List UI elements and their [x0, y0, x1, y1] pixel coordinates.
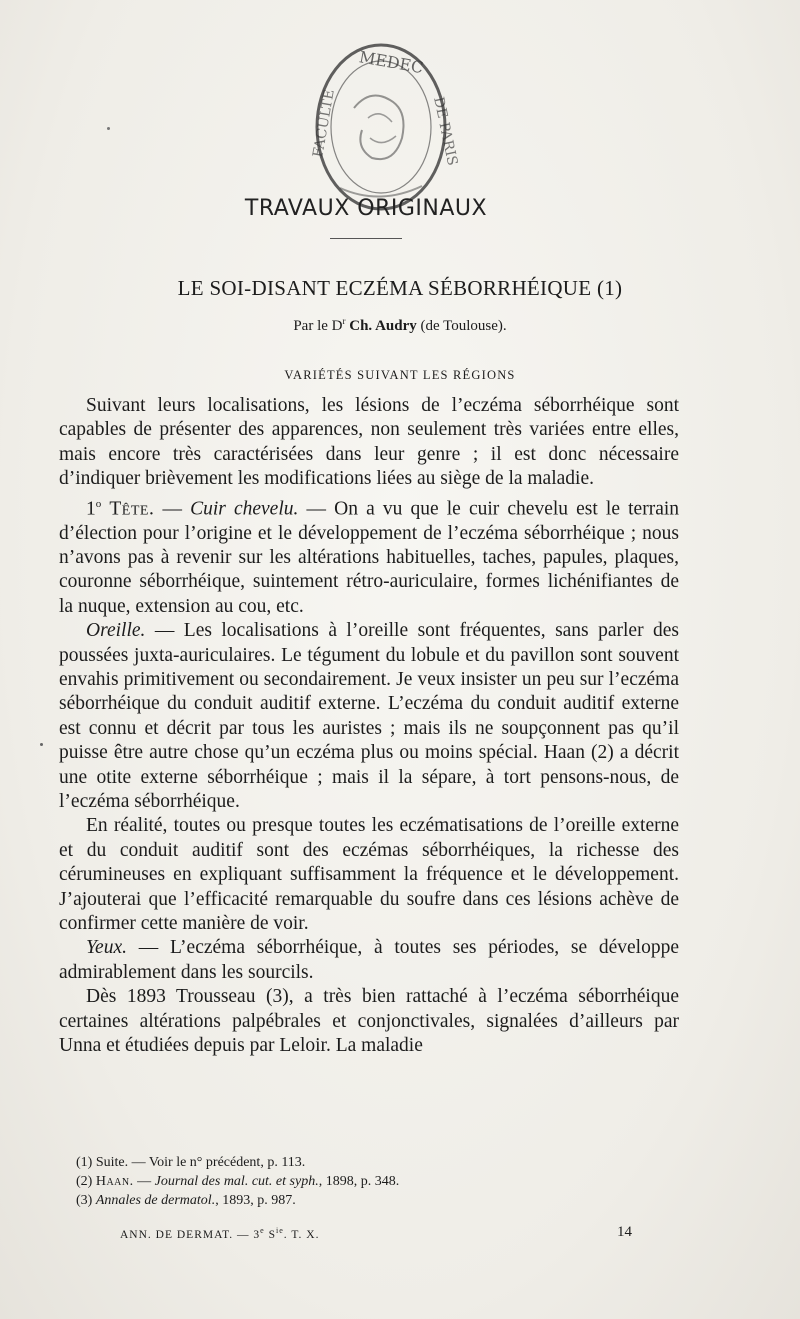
running-footer: ANN. DE DERMAT. — 3e $S^{ie}$. T. X.: [120, 1226, 320, 1241]
author-name: Ch. Audry: [349, 318, 417, 334]
ink-speck: [40, 743, 43, 746]
svg-text:FACULTE: FACULTE: [310, 88, 338, 159]
library-stamp-icon: [310, 38, 461, 216]
paragraph: En réalité, toutes ou presque toutes les eczématisations de l’oreille externe et du conduit auditif sont des eczémas séborrhéiques, la richesse des cérumineuses en expliquant suffisamment la fréquence et le développement. J’ajouterai que l’efficacité remarquable du soufre dans ces lésions achève de confirmer cette manière de voir.: [59, 815, 679, 935]
journal-section-header: TRAVAUX ORIGINAUX: [244, 196, 488, 221]
svg-text:MEDEC: MEDEC: [357, 47, 425, 78]
footnote: (1) Suite. — Voir le n° précédent, p. 113.: [76, 1155, 306, 1170]
article-title: LE SOI-DISANT ECZÉMA SÉBORRHÉIQUE (1): [177, 276, 623, 300]
header-rule: [330, 238, 402, 239]
svg-text:DE PARIS: DE PARIS: [430, 95, 461, 168]
footnote: (2) Haan. — Journal des mal. cut. et syph., 1898, p. 348.: [76, 1174, 400, 1189]
byline: Par le $D^r$ Ch. Audry (de Toulouse).: [293, 316, 507, 334]
ink-speck: [107, 127, 110, 130]
section-heading: VARIÉTÉS SUIVANT LES RÉGIONS: [284, 368, 516, 382]
page-number: 14: [617, 1224, 632, 1240]
paragraph: Dès 1893 Trousseau (3), a très bien rattaché à l’eczéma séborrhéique certaines altérations palpébrales et conjonctivales, signalées d’ailleurs par Unna et étudiées depuis par Leloir. La maladie: [59, 986, 679, 1057]
footnote: (3) Annales de dermatol., 1893, p. 987.: [76, 1193, 296, 1208]
footnotes: [76, 1153, 636, 1210]
paragraph: Yeux. — L’eczéma séborrhéique, à toutes ses périodes, se développe admirablement dans les sourcils.: [59, 937, 679, 983]
paragraph: 1$^o$ Tête. — Cuir chevelu. — On a vu que le cuir chevelu est le terrain d’élection pour l’origine et le développement de l’eczéma séborrhéique ; nous n’avons pas à revenir sur les altérations habituelles, taches, papules, plaques, couronne séborrhéique, suintement rétro-auriculaire, formes lichénifiantes de la nuque, extension au cou, etc.: [59, 497, 680, 617]
article-body: [59, 394, 679, 1058]
paragraph: Suivant leurs localisations, les lésions de l’eczéma séborrhéique sont capables de présenter des apparences, non seulement très variées entre elles, mais encore très caractérisées dans leur genre ; il est donc nécessaire d’indiquer brièvement les modifications liées au siège de la maladie.: [59, 395, 679, 490]
paragraph: Oreille. — Les localisations à l’oreille sont fréquentes, sans parler des poussées juxta-auriculaires. Le tégument du lobule et du pavillon sont souvent envahis primitivement ou secondairement. Je veux insister un peu sur l’eczéma séborrhéique du conduit auditif externe. L’eczéma du conduit auditif externe est connu et décrit par tous les auristes ; mais ils ne soupçonnent pas qu’il puisse être autre chose qu’un eczéma plus ou moins spécial. Haan (2) a décrit une otite externe séborrhéique ; mais il la sépare, à tort pensons-nous, de l’eczéma séborrhéique.: [59, 620, 679, 812]
